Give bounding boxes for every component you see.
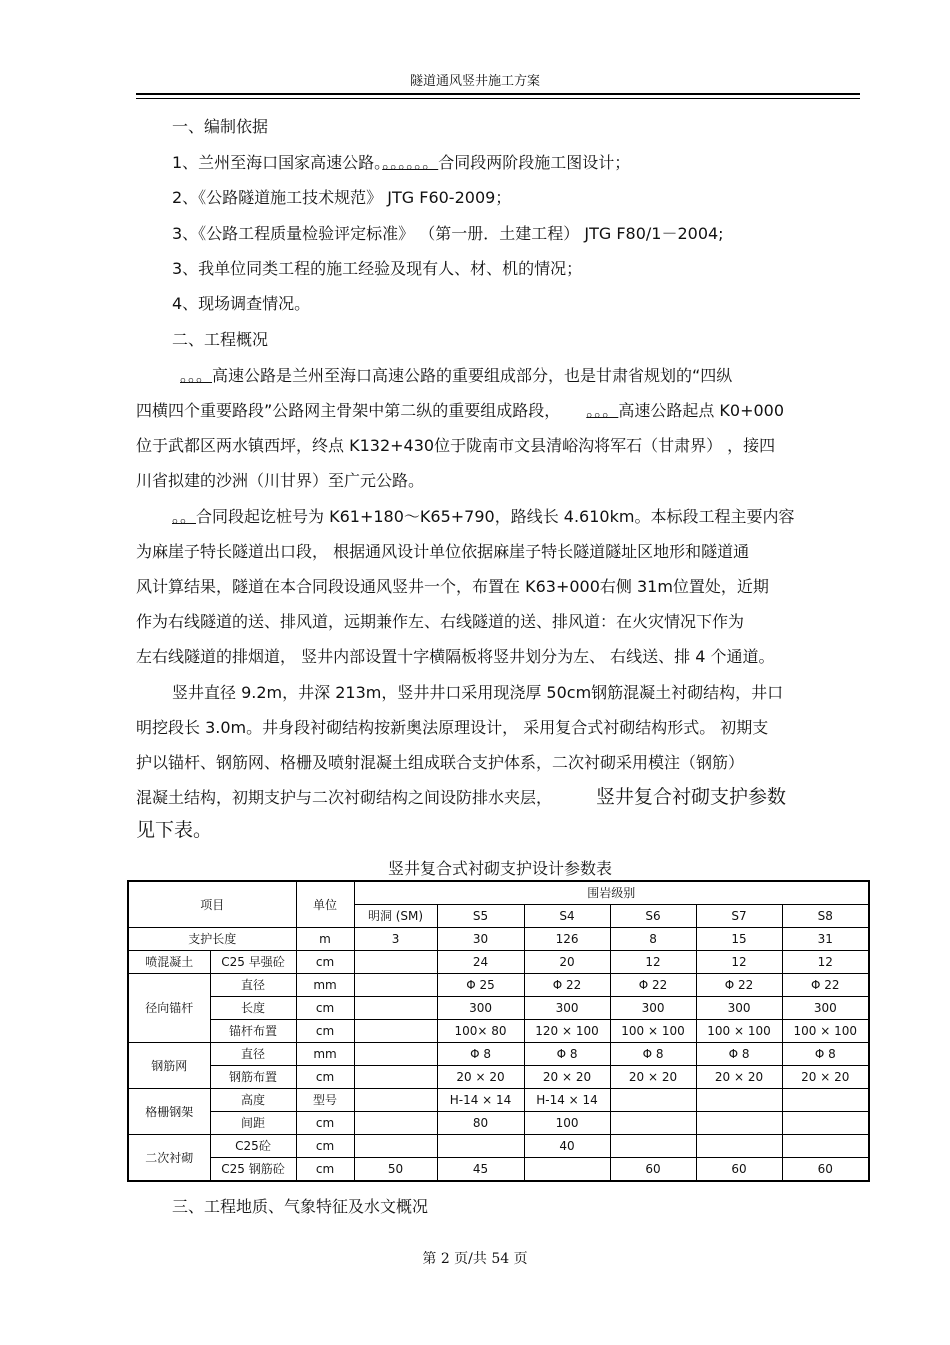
row-group: 径向锚杆 [128,974,210,1043]
basis-item-3: 3、《公路工程质量检验评定标准》 （第一册．土建工程） JTG F80/1－2004; [172,224,724,243]
cell: 300 [696,997,782,1020]
cell [354,1089,437,1112]
para-2-text-1: 合同段起讫桩号为 K61+180～K65+790，路线长 4.610km。本标段工程主要内容 [196,507,795,526]
row-sub: 直径 [210,1043,296,1066]
cell: 40 [524,1135,610,1158]
cell: 20 × 20 [524,1066,610,1089]
cell: Φ 22 [782,974,869,997]
cell [696,1112,782,1135]
cell: Φ 22 [696,974,782,997]
cell: H-14 × 14 [524,1089,610,1112]
row-sub: 长度 [210,997,296,1020]
basis-item-1-blank: 。。。。。。 [382,153,439,172]
para-1-line-4: 川省拟建的沙洲（川甘界）至广元公路。 [136,471,425,490]
cell: Φ 25 [437,974,524,997]
cell: 12 [782,951,869,974]
header-rule-thick [136,93,860,95]
cell: 100 [524,1112,610,1135]
row-group: 二次衬砌 [128,1135,210,1182]
table-row [128,997,869,1020]
cell: Φ 8 [610,1043,696,1066]
para-2-line-3: 风计算结果，隧道在本合同段设通风竖井一个，布置在 K63+000右侧 31m位置处，近期 [136,577,769,596]
cell [354,997,437,1020]
cell: 80 [437,1112,524,1135]
row-sub: 高度 [210,1089,296,1112]
cell: Φ 8 [696,1043,782,1066]
cell: 20 × 20 [437,1066,524,1089]
row-sub: 直径 [210,974,296,997]
para-1-text-2b: 高速公路起点 K0+000 [618,401,785,420]
cell-unit: cm [296,951,354,974]
section-1-title: 一、编制依据 [172,117,269,136]
para-2-line-2: 为麻崖子特长隧道出口段， 根据通风设计单位依据麻崖子特长隧道隧址区地形和隧道通 [136,542,750,561]
para-3-line-2: 明挖段长 3.0m。井身段衬砌结构按新奥法原理设计， 采用复合式衬砌结构形式。 初期支 [136,718,769,737]
row-sub: C25 钢筋砼 [210,1158,296,1182]
page-number: 第 2 页/共 54 页 [422,1251,528,1267]
row-label: 支护长度 [128,928,296,951]
header-item: 项目 [128,881,296,928]
table-row [128,928,869,951]
cell-unit: cm [296,1066,354,1089]
header-rock-grade: 围岩级别 [354,881,869,905]
cell [354,951,437,974]
col-header: S5 [437,905,524,928]
cell: Φ 8 [524,1043,610,1066]
para-1-line-3: 位于武都区两水镇西坪，终点 K132+430位于陇南市文县清峪沟将军石（甘肃界） ，接四 [136,436,776,455]
cell: 120 × 100 [524,1020,610,1043]
cell-unit: cm [296,1135,354,1158]
table-caption: 竖井复合式衬砌支护设计参数表 [387,859,612,878]
para-1-blank-2: 。。。 [586,401,619,420]
section-3-title: 三、工程地质、气象特征及水文概况 [172,1197,429,1216]
cell [610,1089,696,1112]
basis-item-2: 2、《公路隧道施工技术规范》 JTG F60-2009； [172,188,512,207]
cell: Φ 22 [610,974,696,997]
cell-unit: mm [296,974,354,997]
cell: 300 [524,997,610,1020]
table-header-row-1 [128,881,869,905]
cell: 20 × 20 [610,1066,696,1089]
row-group: 钢筋网 [128,1043,210,1089]
support-parameter-table [127,880,870,1182]
table-row [128,951,869,974]
cell: H-14 × 14 [437,1089,524,1112]
basis-item-5: 4、现场调查情况。 [172,294,311,313]
cell [782,1112,869,1135]
cell [354,1112,437,1135]
cell: Φ 8 [437,1043,524,1066]
table-row [128,1135,869,1158]
para-2-blank: 。。 [172,507,197,526]
cell: 30 [437,928,524,951]
cell: 300 [437,997,524,1020]
row-sub: C25砼 [210,1135,296,1158]
cell [354,1043,437,1066]
table-row [128,1066,869,1089]
col-header: S4 [524,905,610,928]
table-row [128,1112,869,1135]
cell: 60 [610,1158,696,1182]
cell: 8 [610,928,696,951]
row-group: 格栅钢架 [128,1089,210,1135]
table-row [128,1089,869,1112]
table-row [128,1158,869,1182]
table-row [128,1043,869,1066]
cell: 3 [354,928,437,951]
cell [782,1135,869,1158]
para-3-line-5: 见下表。 [136,819,213,841]
para-1-blank-1: 。。。 [180,366,213,385]
cell [437,1135,524,1158]
cell: 20 [524,951,610,974]
cell: 60 [782,1158,869,1182]
para-3-line-1: 竖井直径 9.2m，井深 213m，竖井井口采用现浇厚 50cm钢筋混凝土衬砌结构，井口 [172,683,784,702]
section-2-title: 二、工程概况 [172,330,269,349]
row-group: 喷混凝土 [128,951,210,974]
col-header: S7 [696,905,782,928]
col-header: S8 [782,905,869,928]
para-2-line-1 [172,507,794,527]
col-header: S6 [610,905,696,928]
cell [354,1135,437,1158]
para-1-text-2a: 四横四个重要路段”公路网主骨架中第二纵的重要组成路段， [136,401,561,420]
cell-unit: cm [296,1112,354,1135]
para-2-line-5: 左右线隧道的排烟道， 竖井内部设置十字横隔板将竖井划分为左、 右线送、排 4 个通道。 [136,647,775,666]
cell-unit: cm [296,1020,354,1043]
basis-item-4: 3、我单位同类工程的施工经验及现有人、材、机的情况； [172,259,583,278]
cell: 20 × 20 [782,1066,869,1089]
row-sub: 锚杆布置 [210,1020,296,1043]
cell: 100 × 100 [696,1020,782,1043]
cell [354,1020,437,1043]
cell [782,1089,869,1112]
row-sub: 钢筋布置 [210,1066,296,1089]
row-sub: 间距 [210,1112,296,1135]
cell: 100 × 100 [610,1020,696,1043]
cell [354,974,437,997]
table-row [128,1020,869,1043]
cell [610,1135,696,1158]
cell: 300 [782,997,869,1020]
para-3-line-3: 护以锚杆、钢筋网、格栅及喷射混凝土组成联合支护体系，二次衬砌采用模注（钢筋） [136,753,745,772]
cell: 300 [610,997,696,1020]
para-3-line-4 [136,787,786,808]
cell [524,1158,610,1182]
para-1-line-1 [180,366,732,386]
cell: 45 [437,1158,524,1182]
cell [696,1135,782,1158]
cell-unit: m [296,928,354,951]
cell [354,1066,437,1089]
header-unit: 单位 [296,881,354,928]
col-header: 明洞 (SM) [354,905,437,928]
para-1-line-2 [136,401,784,421]
para-2-line-4: 作为右线隧道的送、排风道，远期兼作左、右线隧道的送、排风道：在火灾情况下作为 [136,612,745,631]
running-header: 隧道通风竖井施工方案 [409,74,540,89]
para-1-text-1: 高速公路是兰州至海口高速公路的重要组成部分，也是甘肃省规划的“四纵 [212,366,733,385]
cell: Φ 22 [524,974,610,997]
cell: 31 [782,928,869,951]
table-row [128,974,869,997]
header-rule-thin [136,98,860,99]
cell: 24 [437,951,524,974]
cell: 15 [696,928,782,951]
cell: 100 × 100 [782,1020,869,1043]
cell [610,1112,696,1135]
cell: 20 × 20 [696,1066,782,1089]
cell-unit: cm [296,1158,354,1182]
cell-unit: mm [296,1043,354,1066]
row-sub: C25 早强砼 [210,951,296,974]
basis-item-1 [172,153,630,173]
para-3-text-4b: 竖井复合衬砌支护参数 [596,786,787,808]
cell: 126 [524,928,610,951]
cell: 60 [696,1158,782,1182]
basis-item-1-a: 1、兰州至海口国家高速公路。 [172,153,383,172]
cell: 12 [610,951,696,974]
cell [696,1089,782,1112]
cell: 50 [354,1158,437,1182]
cell: 12 [696,951,782,974]
cell-unit: cm [296,997,354,1020]
cell: Φ 8 [782,1043,869,1066]
para-3-text-4a: 混凝土结构，初期支护与二次衬砌结构之间设防排水夹层， [136,788,553,807]
basis-item-1-b: 合同段两阶段施工图设计； [438,153,631,172]
cell: 100× 80 [437,1020,524,1043]
cell-unit: 型号 [296,1089,354,1112]
